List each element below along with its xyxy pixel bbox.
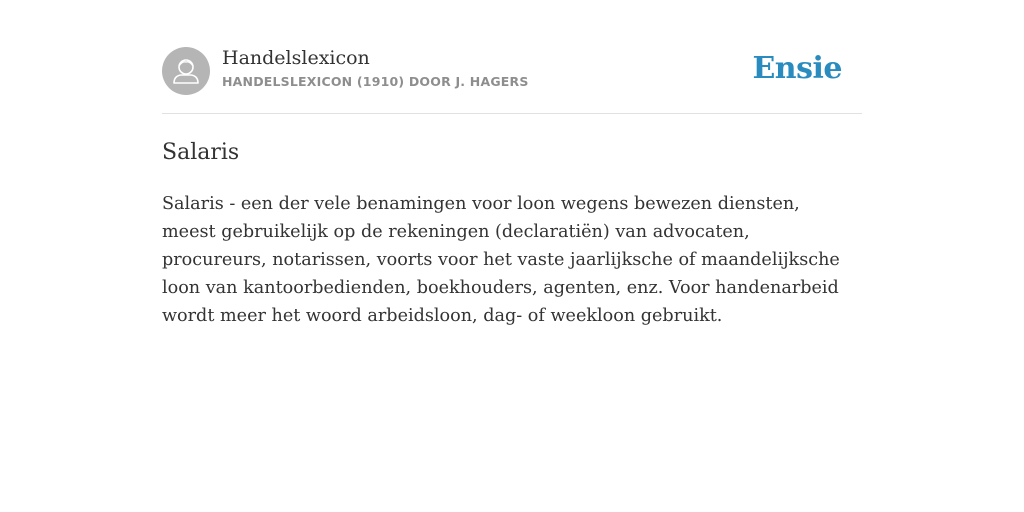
source-subtitle: HANDELSLEXICON (1910) DOOR J. HAGERS bbox=[222, 74, 529, 89]
avatar[interactable] bbox=[162, 47, 210, 95]
entry-body: Salaris - een der vele benamingen voor loon wegens bewezen diensten, meest gebruikelijk op de rekeningen (declaratiën) van advocaten, procureurs, notarissen, voorts voor het vaste jaarlijksche of maandelijksche loon van kantoorbedienden, boekhouders, agenten, enz. Voor handenarbeid wordt meer het woord arbeidsloon, dag- of weekloon gebruikt. bbox=[162, 194, 840, 326]
source-name[interactable]: Handelslexicon bbox=[222, 47, 370, 69]
source-header bbox=[162, 46, 862, 96]
header-divider bbox=[162, 113, 862, 114]
entry-title: Salaris bbox=[162, 140, 240, 165]
ensie-logo-link[interactable]: Ensie bbox=[752, 51, 842, 86]
user-icon bbox=[162, 47, 210, 95]
